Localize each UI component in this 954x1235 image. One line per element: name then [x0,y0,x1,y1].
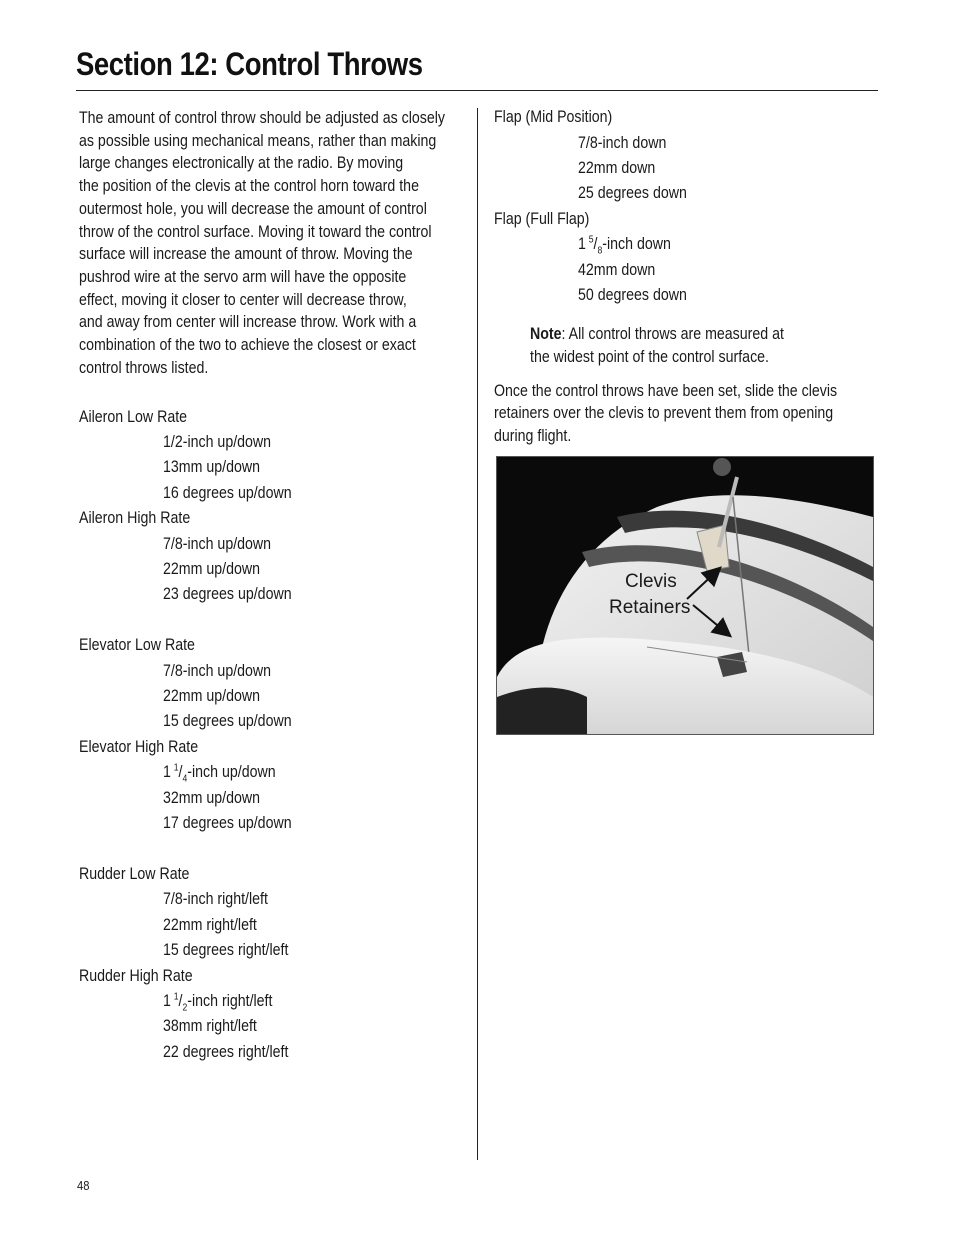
aileron-high-heading: Aileron High Rate [79,509,191,527]
rudder-low-degrees: 15 degrees right/left [163,941,289,959]
wing-illustration [497,457,873,734]
note-line-1: Note: All control throws are measured at [530,325,784,343]
aileron-low-inch: 1/2-inch up/down [163,433,272,451]
rudder-low-mm: 22mm right/left [163,916,257,934]
rudder-low-heading: Rudder Low Rate [79,865,190,883]
aileron-low-degrees: 16 degrees up/down [163,484,292,502]
elevator-high-mm: 32mm up/down [163,789,261,807]
intro-line: as possible using mechanical means, rather than making [79,131,437,150]
rudder-low-inch: 7/8-inch right/left [163,890,268,908]
flap-mid-mm: 22mm down [578,159,656,177]
intro-line: large changes electronically at the radio. By moving [79,154,404,173]
note-line-2: the widest point of the control surface. [530,348,769,366]
elevator-high-heading: Elevator High Rate [79,738,199,756]
aileron-high-mm: 22mm up/down [163,560,261,578]
flap-mid-heading: Flap (Mid Position) [494,108,613,126]
elevator-high-degrees: 17 degrees up/down [163,814,292,832]
note-label: Note [530,325,562,343]
flap-full-mm: 42mm down [578,261,656,279]
closing-line: retainers over the clevis to prevent them from opening [494,404,834,422]
intro-line: The amount of control throw should be adjusted as closely [79,109,445,127]
closing-line: Once the control throws have been set, slide the clevis [494,382,838,400]
rudder-high-inch: 1 $^1/_2$-inch right/left [163,991,273,1014]
aileron-low-heading: Aileron Low Rate [79,408,188,426]
left-column [79,107,479,379]
rudder-high-degrees: 22 degrees right/left [163,1043,289,1061]
aileron-high-degrees: 23 degrees up/down [163,585,292,603]
elevator-low-mm: 22mm up/down [163,687,261,705]
flap-full-heading: Flap (Full Flap) [494,210,590,228]
elevator-low-inch: 7/8-inch up/down [163,662,272,680]
figure-label-line1: Clevis [625,571,677,592]
intro-line: control throws listed. [79,358,209,377]
flap-mid-inch: 7/8-inch down [578,134,667,152]
aileron-low-mm: 13mm up/down [163,458,261,476]
page-number: 48 [77,1178,90,1193]
clevis-retainers-photo [496,456,874,735]
intro-paragraph [79,107,445,379]
aileron-high-inch: 7/8-inch up/down [163,535,272,553]
rudder-high-heading: Rudder High Rate [79,967,193,985]
title-rule [76,90,878,91]
rudder-high-mm: 38mm right/left [163,1017,257,1035]
intro-line: combination of the two to achieve the closest or exact [79,336,416,355]
flap-full-inch: 1 $^5/_8$-inch down [578,234,671,257]
flap-mid-degrees: 25 degrees down [578,184,687,202]
elevator-high-inch: 1 $^1/_4$-inch up/down [163,762,276,785]
elevator-low-heading: Elevator Low Rate [79,636,195,654]
intro-line: and away from center will increase throw. Work with a [79,313,417,332]
closing-line: during flight. [494,427,572,445]
intro-line: the position of the clevis at the control horn toward the [79,177,419,196]
page-title: Section 12: Control Throws [76,46,423,82]
flap-full-degrees: 50 degrees down [578,286,687,304]
intro-line: surface will increase the amount of throw. Moving the [79,245,413,264]
figure-label-line2: Retainers [609,597,691,618]
intro-line: throw of the control surface. Moving it toward the control [79,222,432,241]
elevator-low-degrees: 15 degrees up/down [163,712,292,730]
intro-line: outermost hole, you will decrease the amount of control [79,199,427,218]
intro-line: effect, moving it closer to center will decrease throw, [79,290,407,309]
intro-line: pushrod wire at the servo arm will have the opposite [79,267,407,286]
